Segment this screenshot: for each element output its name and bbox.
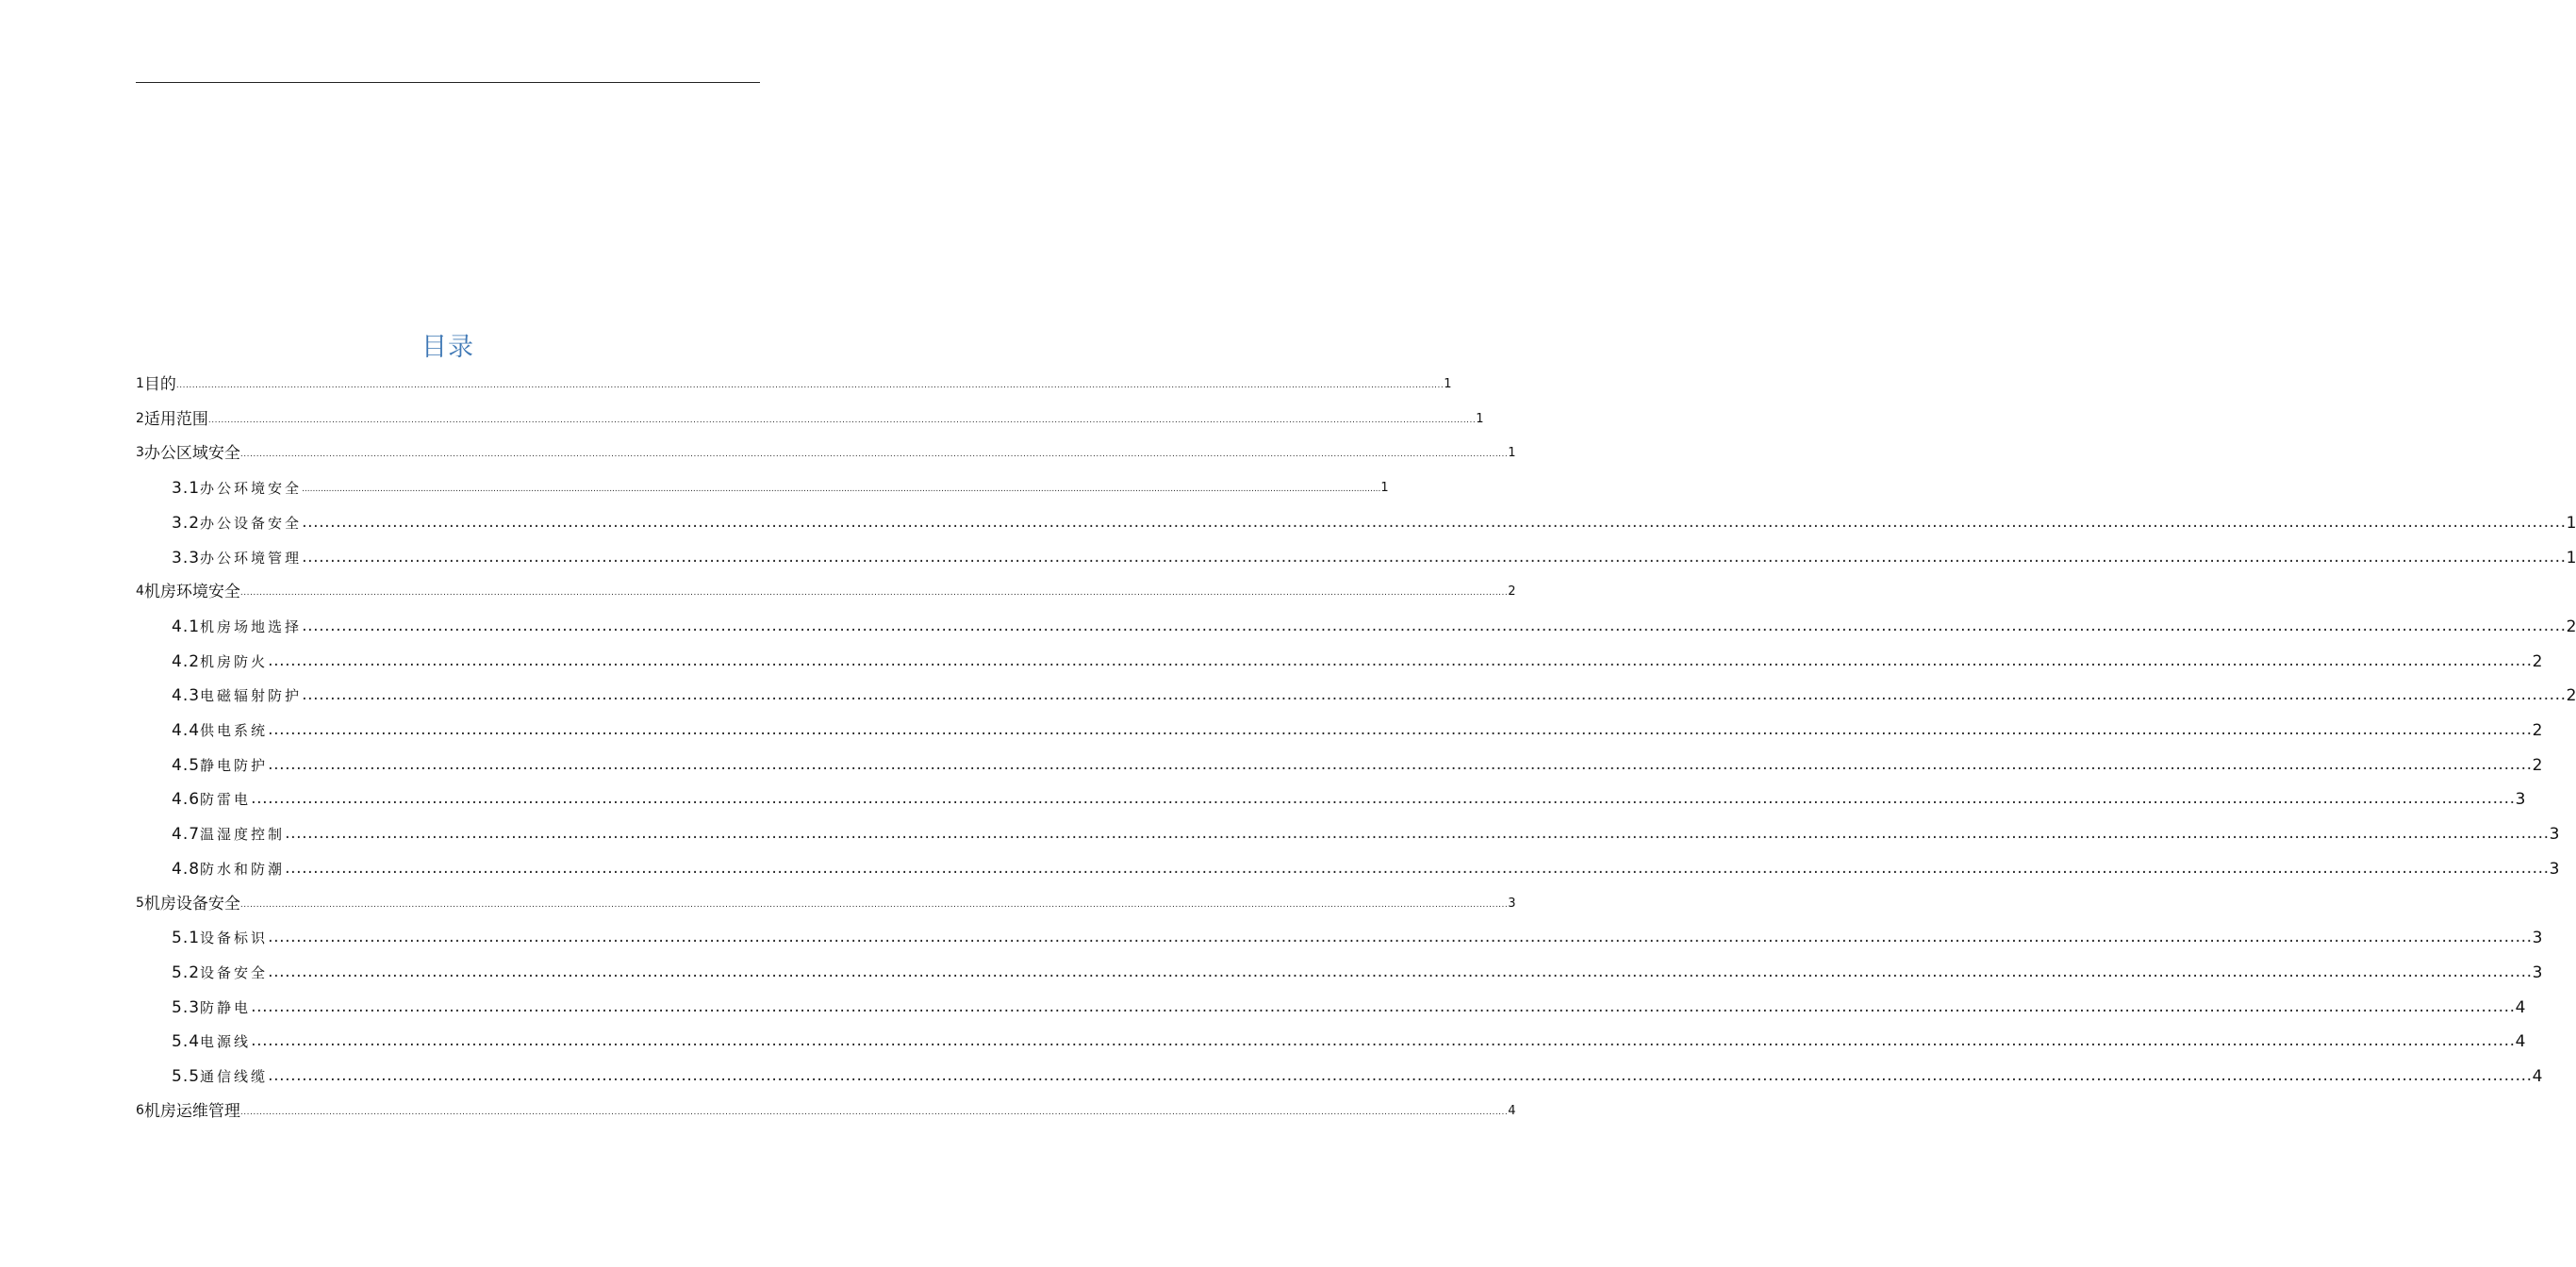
toc-entry-number: 5.3	[172, 997, 201, 1017]
toc-entry[interactable]	[172, 612, 2576, 636]
toc-leader-dots: ................................................................................................................................................................................................................................................................................................................................................................................................................	[268, 720, 2533, 739]
toc-leader-dots: ................................................................................................................................................................................................................................................................................................................................................................................................................	[207, 415, 1477, 425]
toc-entry-label: 机房运维管理	[143, 1101, 240, 1121]
toc-entry-label: 通信线缆	[200, 1068, 269, 1085]
toc-entry-page: 3	[1508, 896, 1516, 911]
toc-entry-page: 2	[2566, 686, 2576, 706]
toc-entry-number: 4.3	[172, 686, 201, 706]
toc-leader-dots: ................................................................................................................................................................................................................................................................................................................................................................................................................	[268, 754, 2533, 774]
toc-entry-label: 防水和防潮	[200, 860, 286, 878]
toc-entry-page: 1	[1508, 446, 1516, 461]
toc-entry-page: 2	[2532, 755, 2543, 775]
toc-leader-dots: ................................................................................................................................................................................................................................................................................................................................................................................................................	[251, 789, 2516, 809]
toc-entry-label: 目的	[143, 375, 176, 394]
toc-entry-page: 2	[2532, 651, 2543, 671]
toc-entry-label: 办公环境管理	[200, 549, 303, 567]
toc-leader-dots: ................................................................................................................................................................................................................................................................................................................................................................................................................	[268, 1066, 2533, 1085]
toc-entry-label: 电磁辐射防护	[200, 687, 303, 705]
toc-entry-number: 3.2	[172, 513, 201, 533]
toc-entry-number: 1	[136, 376, 144, 391]
toc-entry[interactable]	[136, 404, 1484, 429]
toc-leader-dots: ................................................................................................................................................................................................................................................................................................................................................................................................................	[302, 512, 2567, 532]
toc-leader-dots: ................................................................................................................................................................................................................................................................................................................................................................................................................	[268, 650, 2533, 670]
toc-leader-dots: ................................................................................................................................................................................................................................................................................................................................................................................................................	[302, 547, 2567, 567]
toc-entry-label: 办公设备安全	[200, 514, 303, 532]
toc-entry-page: 3	[2532, 963, 2543, 982]
toc-entry[interactable]	[172, 473, 1389, 499]
toc-entry[interactable]	[172, 1027, 2526, 1052]
toc-leader-dots: ................................................................................................................................................................................................................................................................................................................................................................................................................	[251, 1031, 2516, 1051]
toc-entry-label: 设备安全	[200, 963, 269, 981]
toc-entry-number: 4.6	[172, 790, 201, 810]
toc-leader-dots: ................................................................................................................................................................................................................................................................................................................................................................................................................	[285, 858, 2550, 878]
toc-entry-label: 供电系统	[200, 722, 269, 739]
toc-entry-label: 机房防火	[200, 652, 269, 670]
toc-entry-page: 1	[2566, 548, 2576, 568]
toc-entry[interactable]	[172, 681, 2576, 706]
toc-entry-page: 1	[1444, 377, 1452, 391]
toc-entry[interactable]	[136, 889, 1516, 913]
toc-leader-dots: ................................................................................................................................................................................................................................................................................................................................................................................................................	[302, 685, 2567, 705]
toc-entry-number: 4.2	[172, 651, 201, 671]
toc-entry[interactable]	[136, 577, 1516, 602]
toc-entry-page: 4	[2532, 1067, 2543, 1086]
toc-entry-label: 防雷电	[200, 791, 252, 809]
toc-entry-number: 4.7	[172, 825, 201, 845]
toc-entry-number: 4.4	[172, 721, 201, 740]
toc-entry[interactable]	[172, 647, 2543, 671]
toc-leader-dots: ................................................................................................................................................................................................................................................................................................................................................................................................................	[268, 928, 2533, 947]
toc-title: 目录	[421, 333, 474, 362]
toc-entry-number: 2	[136, 410, 144, 426]
toc-entry-number: 5.1	[172, 929, 201, 948]
toc-entry-label: 办公环境安全	[200, 480, 303, 498]
toc-entry-page: 4	[2515, 1032, 2526, 1052]
toc-leader-dots: ................................................................................................................................................................................................................................................................................................................................................................................................................	[285, 824, 2550, 844]
toc-leader-dots: ................................................................................................................................................................................................................................................................................................................................................................................................................	[251, 996, 2516, 1016]
toc-leader-dots: ................................................................................................................................................................................................................................................................................................................................................................................................................	[268, 962, 2533, 981]
toc-entry[interactable]	[136, 370, 1452, 394]
toc-entry-label: 防静电	[200, 998, 252, 1016]
toc-leader-dots: ................................................................................................................................................................................................................................................................................................................................................................................................................	[239, 899, 1509, 910]
toc-entry-label: 温湿度控制	[200, 826, 286, 844]
toc-entry[interactable]	[172, 958, 2543, 982]
toc-leader-dots: ................................................................................................................................................................................................................................................................................................................................................................................................................	[302, 485, 1381, 495]
toc-leader-dots: ................................................................................................................................................................................................................................................................................................................................................................................................................	[239, 588, 1509, 599]
toc-leader-dots: ................................................................................................................................................................................................................................................................................................................................................................................................................	[302, 616, 2567, 635]
toc-entry-number: 5.2	[172, 963, 201, 982]
toc-leader-dots: ................................................................................................................................................................................................................................................................................................................................................................................................................	[239, 450, 1509, 460]
toc-entry[interactable]	[172, 508, 2576, 533]
header-rule	[136, 82, 760, 83]
toc-entry[interactable]	[172, 923, 2543, 948]
toc-entry-number: 5.5	[172, 1067, 201, 1086]
toc-entry[interactable]	[172, 819, 2560, 845]
toc-entry-label: 机房环境安全	[143, 583, 240, 602]
toc-entry-label: 电源线	[200, 1033, 252, 1051]
toc-leader-dots: ................................................................................................................................................................................................................................................................................................................................................................................................................	[239, 1107, 1509, 1117]
toc-entry-number: 3	[136, 445, 144, 461]
toc-entry-label: 适用范围	[143, 409, 208, 429]
toc-entry[interactable]	[136, 438, 1516, 464]
toc-entry-number: 3.3	[172, 548, 201, 568]
toc-entry-page: 3	[2549, 859, 2560, 879]
toc-entry-number: 4	[136, 584, 144, 600]
toc-entry[interactable]	[172, 784, 2526, 810]
toc-entry-page: 4	[2515, 997, 2526, 1017]
toc-entry-label: 机房场地选择	[200, 617, 303, 635]
toc-entry-number: 4.1	[172, 617, 201, 636]
toc-leader-dots: ................................................................................................................................................................................................................................................................................................................................................................................................................	[175, 381, 1445, 390]
toc-entry[interactable]	[172, 854, 2560, 879]
toc-entry-page: 4	[1508, 1103, 1516, 1118]
toc-entry-page: 3	[2532, 929, 2543, 948]
toc-entry[interactable]	[172, 1061, 2543, 1086]
toc-entry[interactable]	[136, 1096, 1516, 1121]
toc-entry-number: 5	[136, 895, 144, 911]
toc-entry-page: 3	[2549, 825, 2560, 845]
toc-entry-page: 1	[2566, 513, 2576, 533]
toc-entry-page: 2	[2566, 617, 2576, 636]
toc-entry[interactable]	[172, 750, 2543, 775]
toc-entry-number: 4.5	[172, 755, 201, 775]
toc-entry-page: 1	[1380, 481, 1389, 496]
toc-entry[interactable]	[172, 543, 2576, 568]
toc-entry-number: 6	[136, 1102, 144, 1118]
toc-entry-label: 静电防护	[200, 756, 269, 774]
toc-entry-label: 办公区域安全	[143, 444, 240, 464]
toc-entry-label: 机房设备安全	[143, 894, 240, 913]
toc-entry-page: 1	[1476, 411, 1484, 426]
toc-entry-page: 3	[2515, 790, 2526, 810]
toc-entry-label: 设备标识	[200, 930, 269, 947]
toc-entry-page: 2	[2532, 721, 2543, 740]
toc-entry-number: 3.1	[172, 479, 201, 499]
toc-entry-page: 2	[1508, 584, 1516, 600]
toc-entry[interactable]	[172, 993, 2526, 1017]
toc-entry-number: 5.4	[172, 1032, 201, 1052]
toc-entry-number: 4.8	[172, 859, 201, 879]
toc-entry[interactable]	[172, 716, 2543, 740]
